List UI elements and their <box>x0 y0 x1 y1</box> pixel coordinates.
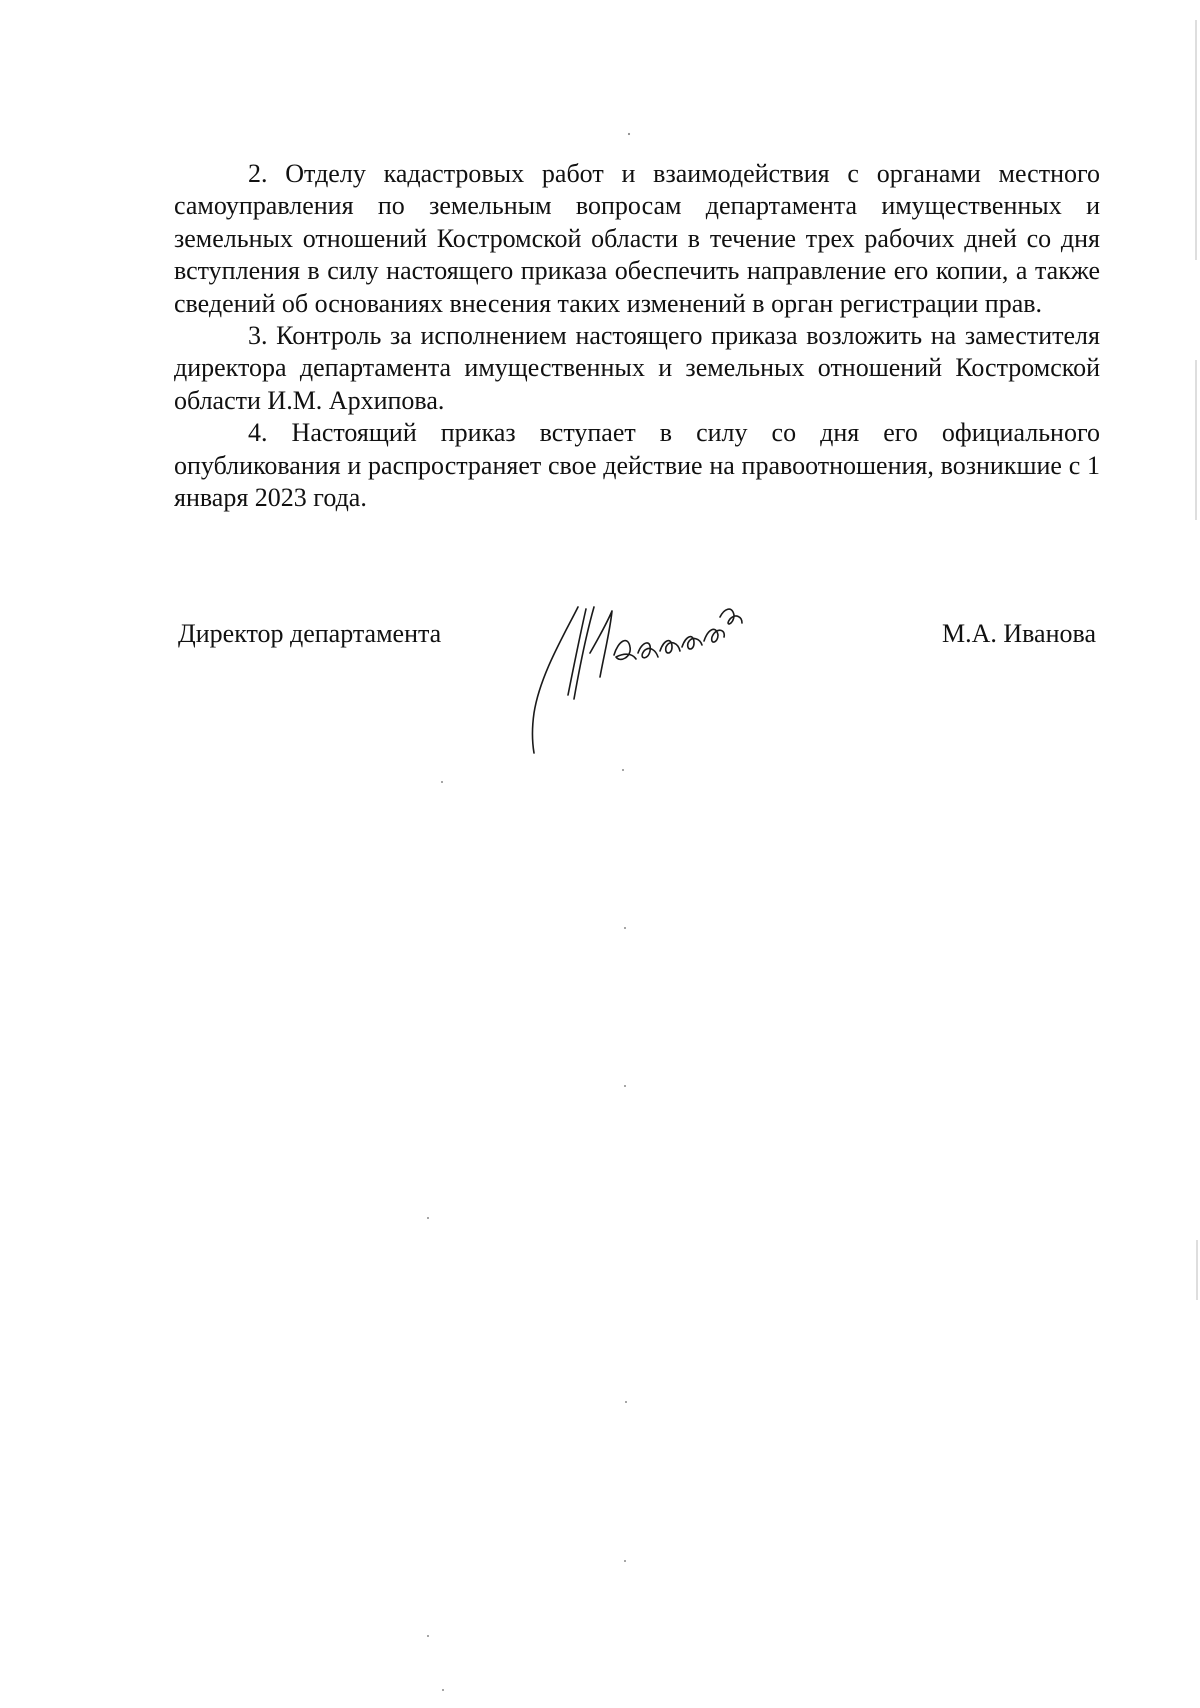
paragraph-2: 2. Отделу кадастровых работ и взаимодействия с органами местного самоуправления по земельным вопросам департамента имущественных и земельных отношений Костромской области в течение трех рабочих дней со дня вступления в силу настоящего приказа обеспечить направление его копии, а также сведений об основаниях внесения таких изменений в орган регистрации прав. <box>174 159 1100 318</box>
paragraph-3: 3. Контроль за исполнением настоящего приказа возложить на заместителя директора департамента имущественных и земельных отношений Костромской области И.М. Архипова. <box>174 321 1100 415</box>
signatory-name: М.А. Иванова <box>941 619 1096 648</box>
signatory-position: Директор департамента <box>178 619 442 648</box>
document-body <box>174 158 1100 514</box>
paragraph-4: 4. Настоящий приказ вступает в силу со дня его официального опубликования и распространяет свое действие на правоотношения, возникшие с 1 января 2023 года. <box>174 418 1100 513</box>
handwritten-signature <box>520 595 770 765</box>
